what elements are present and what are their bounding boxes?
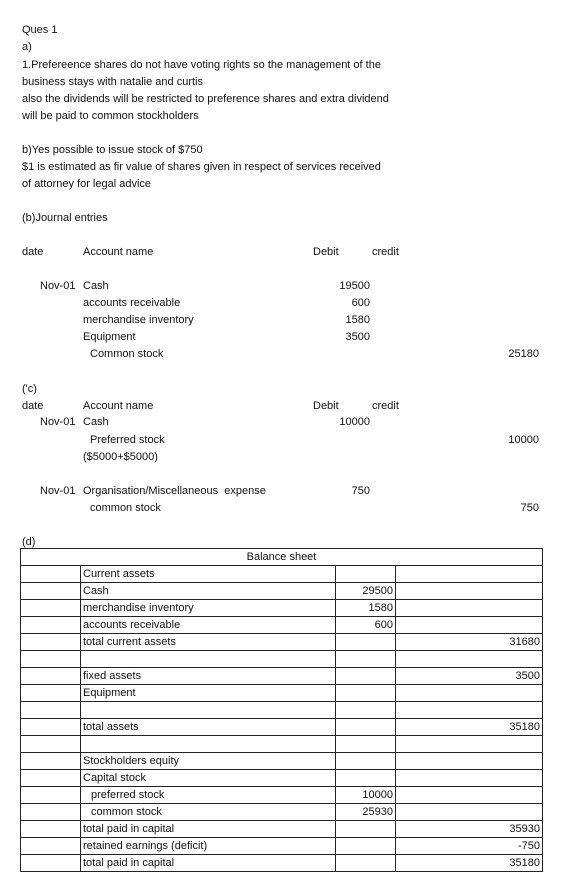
journal-c-account: Organisation/Miscellaneous expense <box>83 485 266 497</box>
balance-sheet-total: 35930 <box>396 821 543 838</box>
balance-sheet-total <box>396 651 543 668</box>
balance-sheet-total <box>396 787 543 804</box>
journal-b-date: Nov-01 <box>40 280 76 292</box>
journal-b-account: merchandise inventory <box>83 314 194 326</box>
balance-sheet-blank-cell <box>21 685 81 702</box>
balance-sheet-amount <box>336 668 396 685</box>
journal-c-credit-header: credit <box>372 400 399 412</box>
balance-sheet-total: 31680 <box>396 634 543 651</box>
balance-sheet-title: Balance sheet <box>246 551 317 563</box>
part-d-label: (d) <box>22 536 36 548</box>
balance-sheet-amount <box>336 855 396 872</box>
balance-sheet-label <box>81 702 336 719</box>
journal-b-debit: 19500 <box>339 280 370 292</box>
balance-sheet-amount: 10000 <box>336 787 396 804</box>
balance-sheet-label: Current assets <box>81 566 336 583</box>
balance-sheet-amount: 600 <box>336 617 396 634</box>
journal-c-date: Nov-01 <box>40 416 76 428</box>
part-a-label: a) <box>22 41 32 53</box>
journal-c-debit: 10000 <box>339 416 370 428</box>
balance-sheet-amount <box>336 821 396 838</box>
balance-sheet-label: total current assets <box>81 634 336 651</box>
journal-title: (b)Journal entries <box>22 212 108 224</box>
balance-sheet-title-row <box>20 548 543 565</box>
balance-sheet-amount <box>336 702 396 719</box>
balance-sheet-total <box>396 583 543 600</box>
balance-sheet-label: accounts receivable <box>81 617 336 634</box>
balance-sheet-total <box>396 753 543 770</box>
balance-sheet-row <box>21 821 543 838</box>
balance-sheet-label: total assets <box>81 719 336 736</box>
journal-b-debit: 1580 <box>345 314 370 326</box>
balance-sheet-amount <box>336 719 396 736</box>
balance-sheet-row <box>21 855 543 872</box>
journal-c-date-header: date <box>22 400 44 412</box>
part-b-line-1: b)Yes possible to issue stock of $750 <box>22 144 203 156</box>
balance-sheet-row <box>21 753 543 770</box>
part-a-line-4: will be paid to common stockholders <box>22 110 199 122</box>
balance-sheet-row <box>21 838 543 855</box>
journal-b-debit-header: Debit <box>313 246 339 258</box>
balance-sheet-label: Stockholders equity <box>81 753 336 770</box>
balance-sheet-table <box>20 565 543 872</box>
balance-sheet-blank-cell <box>21 804 81 821</box>
balance-sheet-amount <box>336 651 396 668</box>
balance-sheet-blank-cell <box>21 634 81 651</box>
journal-c-account: Cash <box>83 416 109 428</box>
balance-sheet-row <box>21 685 543 702</box>
journal-c-debit-header: Debit <box>313 400 339 412</box>
journal-b-account: Common stock <box>90 348 164 360</box>
balance-sheet-label: Capital stock <box>81 770 336 787</box>
journal-c-debit: 750 <box>351 485 370 497</box>
journal-c-date: Nov-01 <box>40 485 76 497</box>
balance-sheet-amount <box>336 685 396 702</box>
balance-sheet-blank-cell <box>21 600 81 617</box>
balance-sheet-row <box>21 651 543 668</box>
journal-c-account-header: Account name <box>83 400 154 412</box>
balance-sheet-total <box>396 600 543 617</box>
journal-b-credit: 25180 <box>508 348 539 360</box>
balance-sheet-total: 35180 <box>396 855 543 872</box>
balance-sheet-blank-cell <box>21 668 81 685</box>
balance-sheet-blank-cell <box>21 583 81 600</box>
part-b-line-2: $1 is estimated as fir value of shares given in respect of services received <box>22 161 381 173</box>
question-heading: Ques 1 <box>22 24 58 36</box>
balance-sheet-total <box>396 804 543 821</box>
balance-sheet-label: common stock <box>81 804 336 821</box>
balance-sheet-row <box>21 583 543 600</box>
balance-sheet-label <box>81 736 336 753</box>
journal-c-account: Preferred stock <box>90 434 165 446</box>
balance-sheet-label <box>81 651 336 668</box>
balance-sheet-amount: 25930 <box>336 804 396 821</box>
balance-sheet-blank-cell <box>21 753 81 770</box>
balance-sheet-total <box>396 566 543 583</box>
journal-c-credit: 750 <box>520 502 539 514</box>
part-a-line-2: business stays with natalie and curtis <box>22 76 203 88</box>
balance-sheet-row <box>21 668 543 685</box>
balance-sheet-label: merchandise inventory <box>81 600 336 617</box>
balance-sheet-blank-cell <box>21 617 81 634</box>
balance-sheet-total <box>396 617 543 634</box>
balance-sheet-blank-cell <box>21 855 81 872</box>
part-a-line-3: also the dividends will be restricted to preference shares and extra dividend <box>22 93 389 105</box>
balance-sheet-blank-cell <box>21 651 81 668</box>
balance-sheet-label: Equipment <box>81 685 336 702</box>
balance-sheet-blank-cell <box>21 566 81 583</box>
balance-sheet-row <box>21 770 543 787</box>
journal-c-account: common stock <box>90 502 161 514</box>
balance-sheet-total: -750 <box>396 838 543 855</box>
balance-sheet-amount <box>336 838 396 855</box>
journal-b-account: Cash <box>83 280 109 292</box>
balance-sheet-total <box>396 770 543 787</box>
balance-sheet-amount <box>336 736 396 753</box>
balance-sheet-total: 35180 <box>396 719 543 736</box>
balance-sheet-total <box>396 736 543 753</box>
balance-sheet-blank-cell <box>21 702 81 719</box>
journal-b-credit-header: credit <box>372 246 399 258</box>
balance-sheet-row <box>21 634 543 651</box>
journal-c-label: ('c) <box>22 383 37 395</box>
balance-sheet-row <box>21 787 543 804</box>
journal-b-date-header: date <box>22 246 44 258</box>
balance-sheet-row <box>21 719 543 736</box>
part-a-line-1: 1.Prefereence shares do not have voting rights so the management of the <box>22 59 381 71</box>
balance-sheet-amount <box>336 753 396 770</box>
balance-sheet-blank-cell <box>21 838 81 855</box>
balance-sheet-label: Cash <box>81 583 336 600</box>
journal-b-debit: 3500 <box>345 331 370 343</box>
balance-sheet-label: preferred stock <box>81 787 336 804</box>
balance-sheet-blank-cell <box>21 736 81 753</box>
balance-sheet-label: total paid in capital <box>81 821 336 838</box>
balance-sheet-label: fixed assets <box>81 668 336 685</box>
balance-sheet-amount <box>336 770 396 787</box>
journal-b-account-header: Account name <box>83 246 154 258</box>
balance-sheet-total: 3500 <box>396 668 543 685</box>
balance-sheet-row <box>21 804 543 821</box>
balance-sheet-amount: 1580 <box>336 600 396 617</box>
balance-sheet-blank-cell <box>21 821 81 838</box>
balance-sheet-row <box>21 566 543 583</box>
balance-sheet-label: retained earnings (deficit) <box>81 838 336 855</box>
balance-sheet-total <box>396 702 543 719</box>
balance-sheet-row <box>21 617 543 634</box>
balance-sheet-amount <box>336 634 396 651</box>
balance-sheet-row <box>21 702 543 719</box>
balance-sheet-amount: 29500 <box>336 583 396 600</box>
balance-sheet-total <box>396 685 543 702</box>
balance-sheet-blank-cell <box>21 770 81 787</box>
journal-b-debit: 600 <box>351 297 370 309</box>
journal-c-note: ($5000+$5000) <box>83 451 158 463</box>
balance-sheet-label: total paid in capital <box>81 855 336 872</box>
balance-sheet-blank-cell <box>21 787 81 804</box>
balance-sheet-amount <box>336 566 396 583</box>
journal-b-account: Equipment <box>83 331 136 343</box>
balance-sheet-blank-cell <box>21 719 81 736</box>
balance-sheet-row <box>21 600 543 617</box>
journal-b-account: accounts receivable <box>83 297 181 309</box>
journal-c-credit: 10000 <box>508 434 539 446</box>
balance-sheet-row <box>21 736 543 753</box>
part-b-line-3: of attorney for legal advice <box>22 178 152 190</box>
